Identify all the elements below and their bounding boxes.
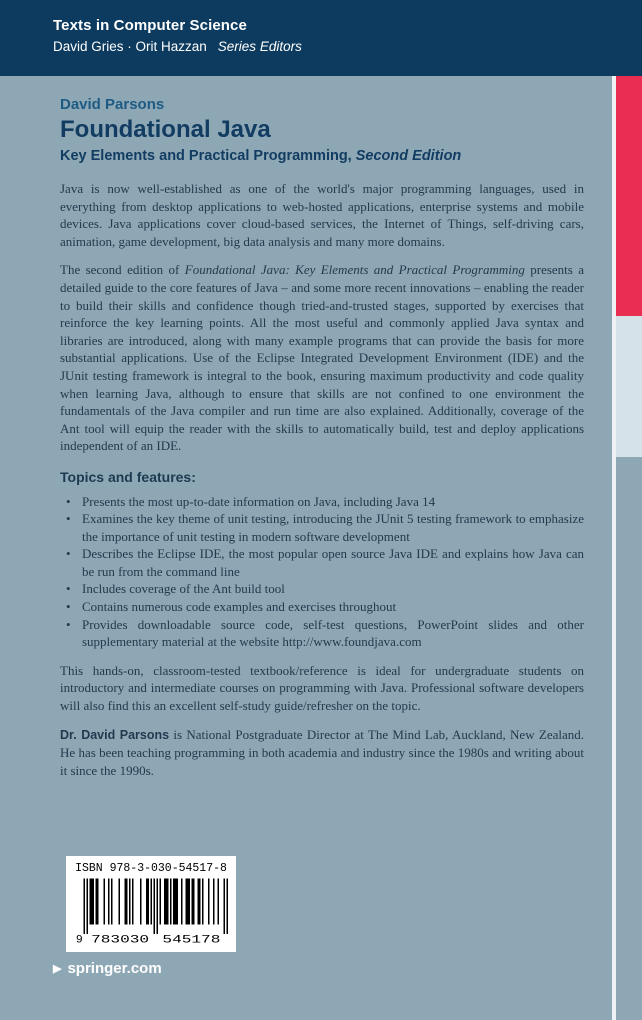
blurb-p2-book-title: Foundational Java: Key Elements and Practical Programming: [184, 262, 525, 278]
topics-heading: Topics and features:: [60, 468, 196, 485]
author-bio-paragraph: [60, 726, 584, 780]
bullet-icon: •: [66, 616, 71, 632]
isbn-label: ISBN 978-3-030-54517-8: [75, 862, 227, 875]
author-bio-text: is National Postgraduate Director at The Mind Lab, Auckland, New Zealand. He has been teaching programming in both academia and industry since the 1980s and writing about it since the 1990s.: [60, 726, 584, 778]
red-accent-bar: [616, 76, 642, 316]
isbn-barcode-box: [66, 856, 236, 952]
audience-paragraph: This hands-on, classroom-tested textbook/reference is ideal for undergraduate students on introductory and intermediate courses on programming with Java. Professional software developers will also find this an excellent self-study guide/refresher on the topic.: [60, 662, 584, 714]
author-name: David Parsons: [60, 96, 165, 113]
publisher-url: springer.com: [67, 960, 162, 977]
feature-item-text: Presents the most up-to-date information on Java, including Java 14: [82, 493, 436, 509]
feature-item-text: Describes the Eclipse IDE, the most popular open source Java IDE and explains how Java can be run from the command line: [82, 546, 584, 579]
series-editors-line: [53, 39, 642, 54]
feature-item-text: Examines the key theme of unit testing, introducing the JUnit 5 testing framework to emphasize the importance of unit testing in modern software development: [82, 511, 584, 544]
series-editors-label: Series Editors: [217, 39, 302, 54]
publisher-footer: [53, 960, 162, 977]
feature-item: [60, 545, 584, 580]
subtitle-edition: Second Edition: [355, 148, 462, 164]
ean13-barcode-image: [74, 878, 228, 944]
series-header-band: [0, 0, 642, 76]
feature-item: [60, 598, 584, 616]
feature-item-text: Includes coverage of the Ant build tool: [82, 581, 285, 597]
feature-item: [60, 493, 584, 511]
features-list: [60, 493, 584, 651]
barcode-digit-group1: 783030: [91, 934, 150, 944]
barcode-digit-group2: 545178: [162, 934, 221, 944]
bullet-icon: •: [66, 581, 71, 597]
blurb-p2-rest: presents a detailed guide to the core features of Java – and some more recent innovations – enabling the reader to build their skills and confidence though tried-and-trusted stages, supported by exercises that reinforce the key learning points. All the most useful and commonly applied Java syntax and libraries are introduced, along with many example programs that can provide the basis for more substantial applications. Use of the Eclipse Integrated Development Environment (IDE) and the JUnit testing framework is integral to the book, ensuring maximum productivity and code quality when learning Java, although to ensure that skills are not confined to one environment the fundamentals of the Java compiler and run time are also explained. Additionally, coverage of the Ant tool will equip the reader with the skills to automatically build, test and deploy applications independent of an IDE.: [60, 262, 584, 454]
author-bio-name: Dr. David Parsons: [60, 727, 170, 742]
bullet-icon: •: [66, 511, 71, 527]
feature-item: [60, 580, 584, 598]
feature-item-text: Provides downloadable source code, self-test questions, PowerPoint slides and other supplementary material at the website http://www.foundjava.com: [82, 616, 584, 650]
blurb-paragraph-2: [60, 261, 584, 455]
back-cover-text-column: [60, 96, 584, 790]
blurb-paragraph-1: Java is now well-established as one of the world's major programming languages, used in everything from desktop applications to web-hosted applications, enterprise systems and mobile devices. Java applications cover cloud-based services, the Internet of Things, self-driving cars, animation, game development, big data analysis and many more domains.: [60, 181, 584, 249]
feature-item: [60, 616, 584, 651]
series-editors-names: David Gries · Orit Hazzan: [53, 39, 207, 54]
bullet-icon: •: [66, 493, 71, 509]
feature-item: [60, 510, 584, 545]
book-subtitle: [60, 147, 584, 165]
bullet-icon: •: [66, 599, 71, 615]
barcode-digit-left: 9: [75, 934, 83, 944]
book-title: Foundational Java: [60, 116, 271, 143]
bullet-icon: •: [66, 546, 71, 562]
series-title: Texts in Computer Science: [53, 17, 247, 34]
feature-item-text: Contains numerous code examples and exercises throughout: [82, 599, 397, 615]
light-blue-accent-bar: [616, 316, 642, 457]
blurb-p2-prefix: The second edition of: [60, 262, 185, 278]
subtitle-text: Key Elements and Practical Programming,: [60, 148, 352, 164]
arrow-icon: ▶: [53, 963, 62, 975]
